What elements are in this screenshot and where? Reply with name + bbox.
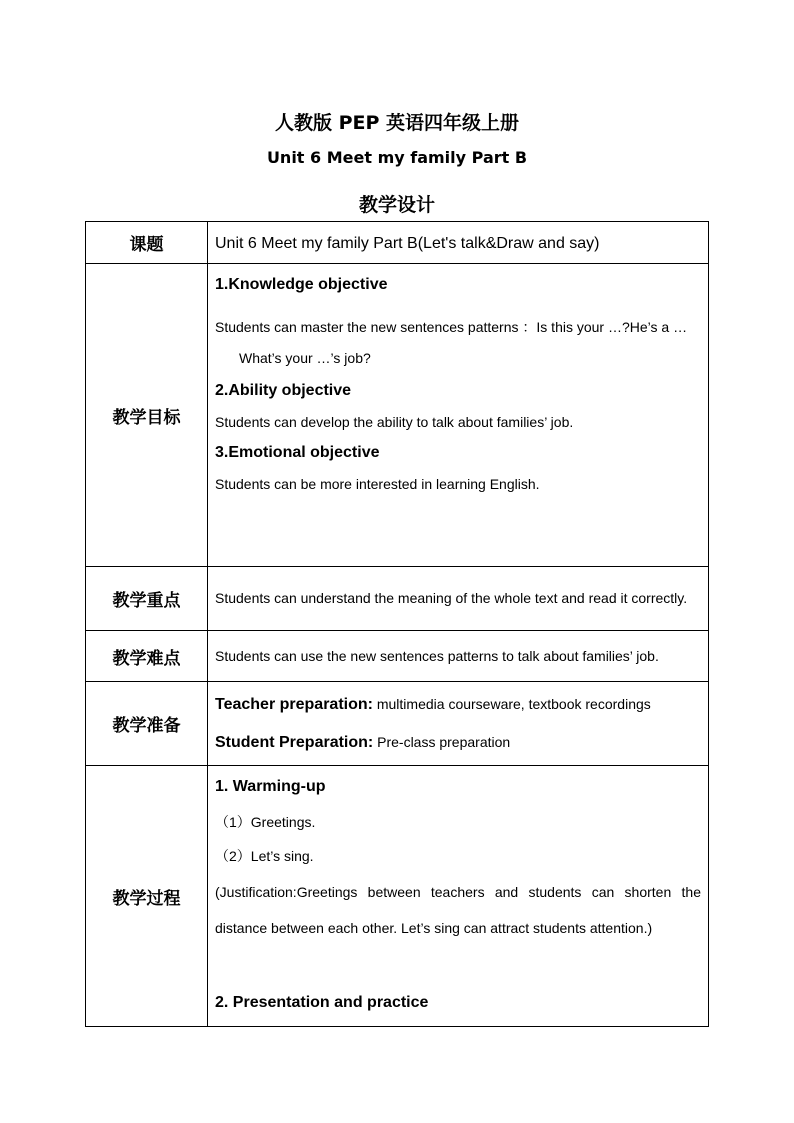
knowledge-title: 1.Knowledge objective	[215, 276, 388, 293]
justification-line-2: distance between each other. Let’s sing can attract students attention.)	[215, 920, 653, 936]
teacher-preparation-text: multimedia courseware, textbook recordings	[372, 696, 651, 712]
difficulties-cell	[208, 631, 709, 682]
objectives-label: 教学目标	[86, 264, 208, 567]
process-cell	[208, 766, 709, 1027]
presentation-title: 2. Presentation and practice	[215, 994, 429, 1011]
table-row-key-points	[86, 567, 709, 631]
emotional-text: Students can be more interested in learning English.	[215, 476, 540, 492]
knowledge-text-1: Students can master the new sentences patterns ：Is this your …?He’s a …	[215, 319, 688, 335]
knowledge-text-2: What’s your …’s job?	[239, 350, 371, 366]
difficulties-text: Students can use the new sentences patterns to talk about families’ job.	[215, 648, 659, 664]
key-points-label: 教学重点	[86, 567, 208, 631]
student-preparation	[215, 732, 701, 752]
objectives-cell	[208, 264, 709, 567]
difficulties-label: 教学难点	[86, 631, 208, 682]
process-label: 教学过程	[86, 766, 208, 1027]
table-row-difficulties	[86, 631, 709, 682]
preparation-label: 教学准备	[86, 682, 208, 766]
key-points-text: Students can understand the meaning of the whole text and read it correctly.	[215, 590, 688, 606]
topic-label: 课题	[86, 222, 208, 264]
key-points-cell	[208, 567, 709, 631]
warming-up-item-2: （2）Let’s sing.	[215, 848, 314, 864]
document-title: 人教版 PEP 英语四年级上册	[274, 112, 520, 134]
student-preparation-label: Student Preparation:	[215, 734, 374, 751]
teacher-preparation	[215, 694, 701, 714]
table-row-preparation	[86, 682, 709, 766]
student-preparation-text: Pre-class preparation	[373, 734, 511, 750]
warming-up-item-1: （1）Greetings.	[215, 814, 316, 830]
warming-up-title: 1. Warming-up	[215, 778, 326, 795]
lesson-plan-table	[85, 221, 709, 1027]
teacher-preparation-label: Teacher preparation:	[215, 696, 373, 713]
topic-cell	[208, 222, 709, 264]
justification-line-1: (Justification:Greetings between teachers and students can shorten the	[215, 884, 701, 900]
preparation-cell	[208, 682, 709, 766]
document-subtitle: Unit 6 Meet my family Part B	[266, 148, 528, 167]
emotional-title: 3.Emotional objective	[215, 444, 380, 461]
topic-value: Unit 6 Meet my family Part B(Let's talk&Draw and say)	[215, 234, 600, 252]
table-row-process	[86, 766, 709, 1027]
document-type: 教学设计	[358, 194, 435, 216]
ability-text: Students can develop the ability to talk about families’ job.	[215, 414, 574, 430]
table-row-topic	[86, 222, 709, 264]
ability-title: 2.Ability objective	[215, 382, 352, 399]
table-row-objectives	[86, 264, 709, 567]
